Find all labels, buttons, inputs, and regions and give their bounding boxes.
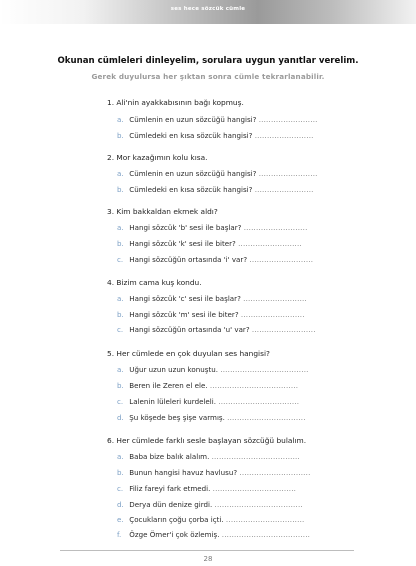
item-text: Beren ile Zeren el ele. [129, 381, 208, 390]
item-letter: c. [117, 484, 124, 493]
item-letter: a. [117, 223, 124, 232]
item-letter: d. [117, 413, 124, 422]
page-number: 28 [203, 555, 213, 563]
question-5-item-b [117, 381, 298, 390]
question-5-title: 5. Her cümlede en çok duyulan ses hangisi? [107, 349, 270, 358]
question-3-item-c [117, 255, 313, 264]
item-text: Hangi sözcük 'k' sesi ile biter? [129, 239, 236, 248]
answer-blank[interactable]: ................................ [225, 515, 305, 524]
item-text: Çocukların çoğu çorba içti. [129, 515, 224, 524]
question-2-item-b [117, 185, 314, 194]
item-letter: b. [117, 185, 124, 194]
question-6-title: 6. Her cümlede farklı sesle başlayan sözcüğü bulalım. [107, 436, 307, 445]
item-letter: a. [117, 365, 124, 374]
item-letter: b. [117, 310, 124, 319]
item-letter: a. [117, 452, 124, 461]
answer-blank[interactable]: ........................ [254, 131, 314, 140]
question-6-item-a [117, 452, 300, 461]
question-6-item-b [117, 468, 311, 477]
answer-blank[interactable]: .......................... [238, 239, 302, 248]
item-letter: c. [117, 397, 124, 406]
item-letter: a. [117, 294, 124, 303]
question-3-item-a [117, 223, 308, 232]
answer-blank[interactable]: .................................... [220, 365, 309, 374]
answer-blank[interactable]: .......................... [240, 310, 305, 319]
answer-blank[interactable]: ........................ [258, 169, 318, 178]
question-3-item-b [117, 239, 302, 248]
exercise-title: Okunan cümleleri dinleyelim, sorulara uygun yanıtlar verelim. [57, 56, 359, 66]
item-text: Cümledeki en kısa sözcük hangisi? [129, 185, 253, 194]
question-6-item-e [117, 515, 304, 524]
question-1-item-b [117, 131, 314, 140]
item-letter: b. [117, 131, 124, 140]
question-6-item-f [117, 530, 310, 539]
item-letter: b. [117, 381, 124, 390]
answer-blank[interactable]: .................................. [212, 484, 297, 493]
item-text: Baba bize balık alalım. [129, 452, 210, 461]
item-text: Hangi sözcüğün ortasında 'i' var? [129, 255, 248, 264]
answer-blank[interactable]: .......................... [251, 325, 316, 334]
item-letter: a. [117, 169, 124, 178]
question-5-item-d [117, 413, 306, 422]
question-4-item-b [117, 310, 305, 319]
question-6-item-c [117, 484, 296, 493]
answer-blank[interactable]: .......................... [243, 294, 307, 303]
question-1-title: 1. Ali'nin ayakkabısının bağı kopmuş. [107, 98, 244, 107]
item-text: Hangi sözcük 'c' sesi ile başlar? [129, 294, 241, 303]
item-text: Cümledeki en kısa sözcük hangisi? [129, 131, 253, 140]
item-text: Lalenin lüleleri kurdeleli. [129, 397, 216, 406]
answer-blank[interactable]: ............................. [239, 468, 311, 477]
question-3-title: 3. Kim bakkaldan ekmek aldı? [107, 207, 218, 216]
answer-blank[interactable]: .................................... [221, 530, 311, 539]
item-text: Cümlenin en uzun sözcüğü hangisi? [129, 169, 257, 178]
item-letter: f. [117, 530, 122, 539]
answer-blank[interactable]: .................................... [214, 500, 303, 509]
answer-blank[interactable]: ................................ [227, 413, 306, 422]
header-label: ses hece sözcük cümle [170, 6, 246, 12]
question-4-title: 4. Bizim cama kuş kondu. [107, 278, 202, 287]
question-4-item-c [117, 325, 316, 334]
answer-blank[interactable]: ........................ [258, 115, 318, 124]
question-2-title: 2. Mor kazağımın kolu kısa. [107, 153, 208, 162]
item-text: Uğur uzun uzun konuştu. [129, 365, 218, 374]
item-text: Bunun hangisi havuz havlusu? [129, 468, 238, 477]
item-text: Şu köşede beş şişe varmış. [129, 413, 225, 422]
question-4-item-a [117, 294, 307, 303]
item-letter: a. [117, 115, 124, 124]
answer-blank[interactable]: .................................... [209, 381, 299, 390]
question-2-item-a [117, 169, 318, 178]
item-letter: d. [117, 500, 124, 509]
item-text: Hangi sözcüğün ortasında 'u' var? [129, 325, 250, 334]
item-text: Cümlenin en uzun sözcüğü hangisi? [129, 115, 257, 124]
exercise-subtitle: Gerek duyulursa her şıktan sonra cümle tekrarlanabilir. [91, 72, 325, 81]
footer-divider [60, 550, 354, 551]
item-letter: b. [117, 468, 124, 477]
item-text: Hangi sözcük 'b' sesi ile başlar? [129, 223, 242, 232]
item-text: Hangi sözcük 'm' sesi ile biter? [129, 310, 239, 319]
item-letter: c. [117, 325, 124, 334]
item-letter: c. [117, 255, 124, 264]
answer-blank[interactable]: .................................... [211, 452, 300, 461]
answer-blank[interactable]: ................................. [218, 397, 300, 406]
item-text: Özge Ömer'i çok özlemiş. [129, 530, 220, 539]
question-6-item-d [117, 500, 303, 509]
item-text: Derya dün denize girdi. [129, 500, 213, 509]
question-5-item-a [117, 365, 309, 374]
question-5-item-c [117, 397, 299, 406]
item-letter: b. [117, 239, 124, 248]
answer-blank[interactable]: .......................... [243, 223, 308, 232]
item-letter: e. [117, 515, 124, 524]
answer-blank[interactable]: .......................... [249, 255, 314, 264]
question-1-item-a [117, 115, 318, 124]
item-text: Filiz fareyi fark etmedi. [129, 484, 211, 493]
header-band [0, 0, 416, 24]
answer-blank[interactable]: ........................ [254, 185, 314, 194]
